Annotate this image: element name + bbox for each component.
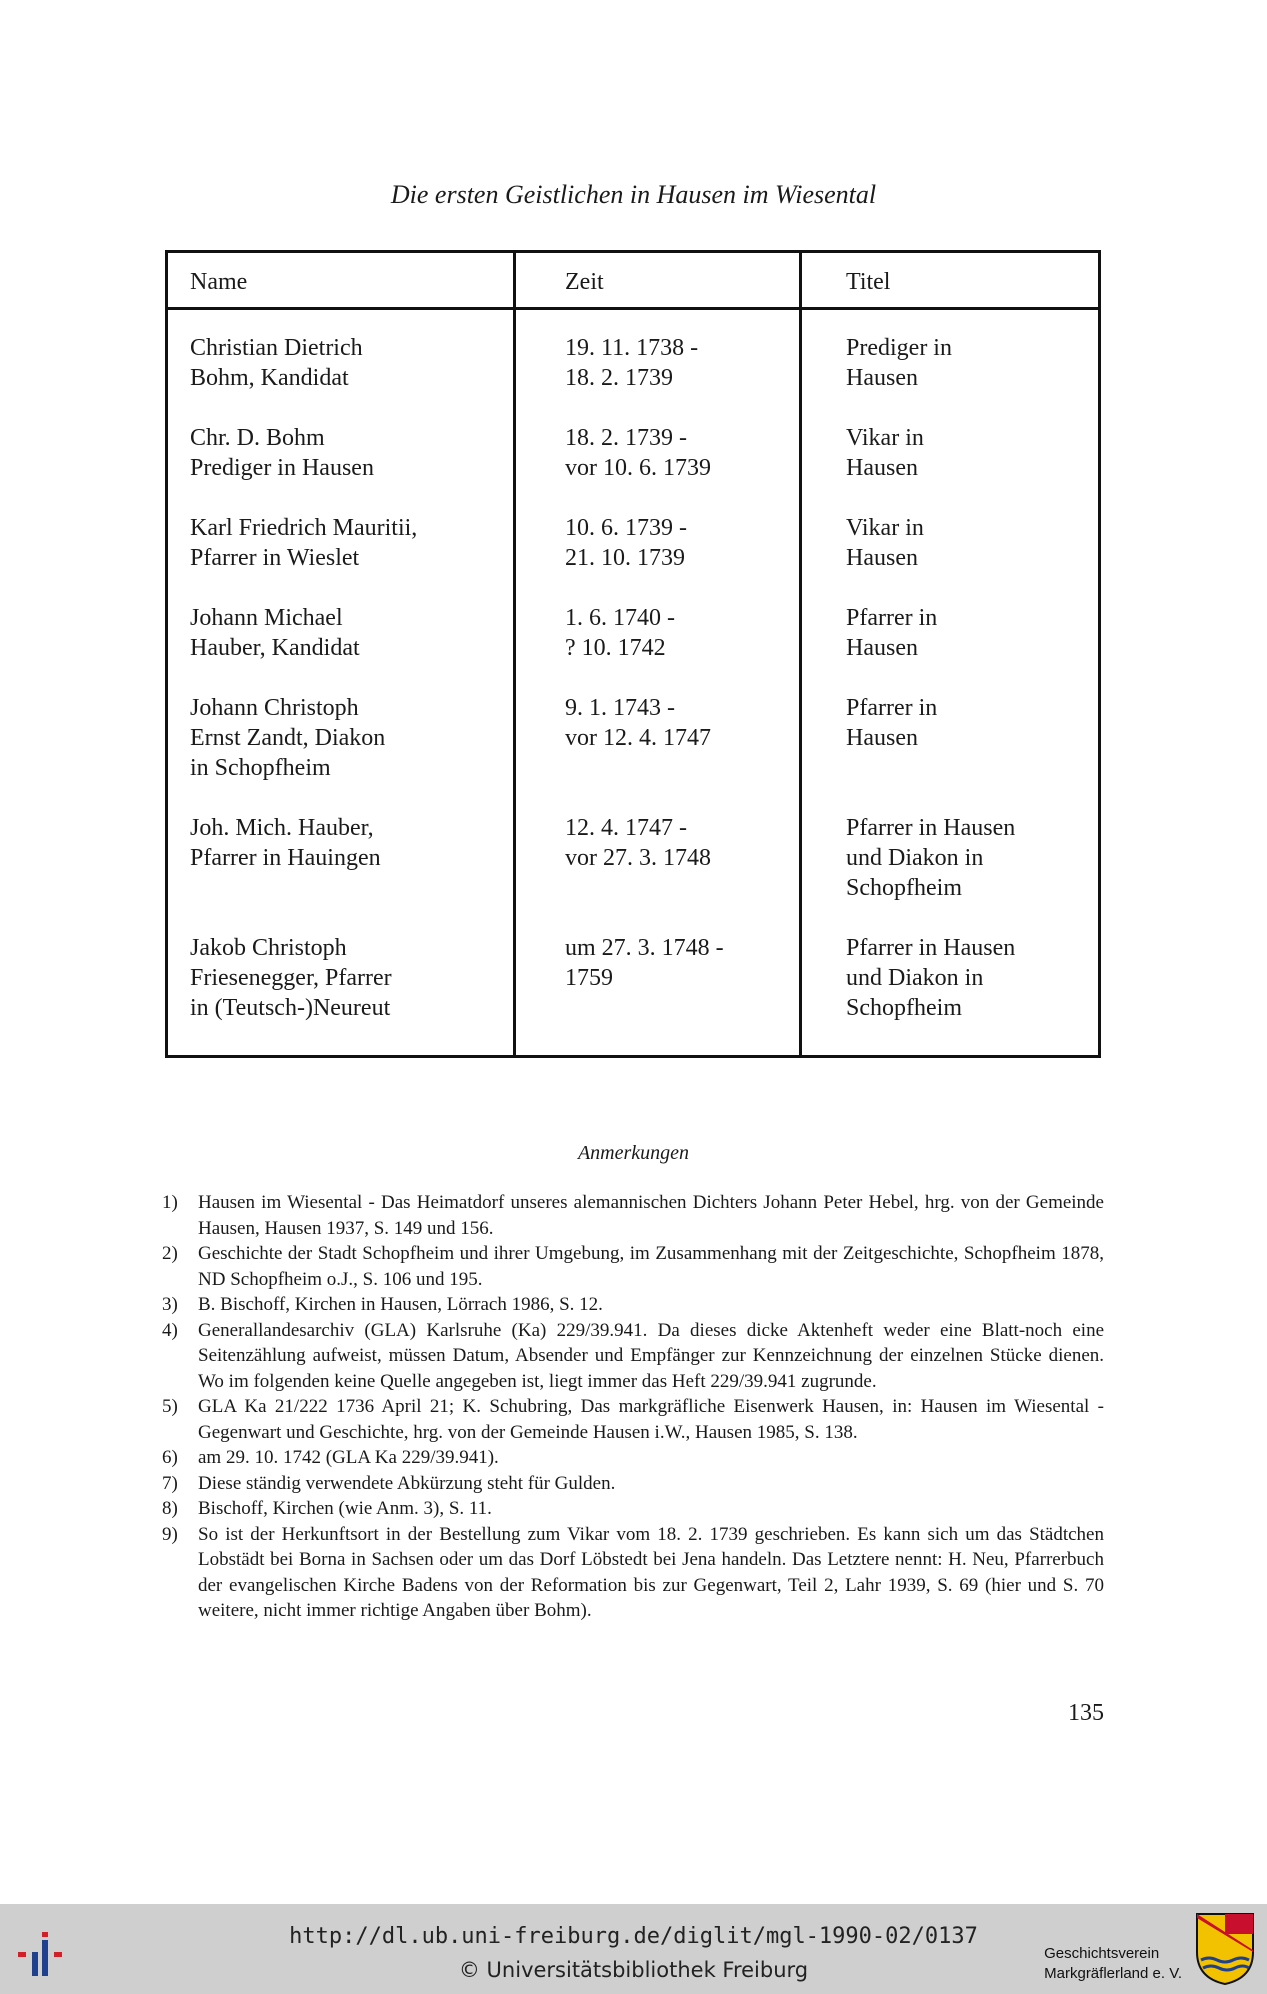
cell-zeit: 12. 4. 1747 - vor 27. 3. 1748 [565, 815, 711, 871]
cell-titel: Vikar in Hausen [846, 515, 924, 571]
note-text: Bischoff, Kirchen (wie Anm. 3), S. 11. [198, 1498, 492, 1519]
note-number: 1) [162, 1192, 178, 1213]
publisher-name [1044, 1944, 1182, 1984]
permalink-url[interactable]: http://dl.ub.uni-freiburg.de/diglit/mgl-1990-02/0137 [289, 1924, 978, 1949]
publisher-line-1: Geschichtsverein [1044, 1945, 1160, 1962]
cell-name: Chr. D. Bohm Prediger in Hausen [190, 425, 374, 481]
header-divider [168, 307, 1098, 310]
note-item [162, 1394, 1104, 1445]
cell-name: Christian Dietrich Bohm, Kandidat [190, 335, 363, 391]
note-item [162, 1496, 1104, 1522]
note-item [162, 1292, 1104, 1318]
cell-zeit: 10. 6. 1739 - 21. 10. 1739 [565, 515, 687, 571]
note-number: 5) [162, 1396, 178, 1417]
note-number: 6) [162, 1447, 178, 1468]
cell-titel: Pfarrer in Hausen [846, 695, 938, 751]
note-number: 2) [162, 1243, 178, 1264]
column-divider [513, 253, 516, 1055]
note-text: So ist der Herkunftsort in der Bestellung zum Vikar vom 18. 2. 1739 geschrieben. Es kann sich um das Städtchen Lobstädt bei Borna in Sachsen oder um das Dorf Löbstedt bei Jena handeln. Das Letztere nennt: H. Neu, Pfarrerbuch der evangelischen Kirche Badens von der Reformation bis zur Gegenwart, Teil 2, Lahr 1939, S. 69 (hier und S. 70 weitere, nicht immer richtige Angaben über Bohm). [198, 1523, 1104, 1621]
cell-name: Jakob Christoph Friesenegger, Pfarrer in (Teutsch-)Neureut [190, 935, 392, 1021]
note-text: Diese ständig verwendete Abkürzung steht für Gulden. [198, 1472, 616, 1494]
note-number: 9) [162, 1523, 178, 1545]
note-text: Generallandesarchiv (GLA) Karlsruhe (Ka) 229/39.941. Da dieses dicke Aktenheft weder eine Blatt-noch eine Seitenzählung aufweist, müssen Datum, Absender und Empfänger zur Kennzeichnung der einzelnen Stücke dienen. Wo im folgenden keine Quelle angegeben ist, liegt immer das Heft 229/39.941 zugrunde. [198, 1319, 1104, 1392]
page-number: 135 [1068, 1700, 1104, 1726]
note-text: GLA Ka 21/222 1736 April 21; K. Schubring, Das markgräfliche Eisenwerk Hausen, in: Hausen im Wiesental - Gegenwart und Geschichte, hrg. von der Gemeinde Hausen i.W., Hausen 1985, S. 138. [198, 1396, 1104, 1443]
cell-name: Karl Friedrich Mauritii, Pfarrer in Wieslet [190, 515, 418, 571]
note-number: 3) [162, 1294, 178, 1315]
note-text: Hausen im Wiesental - Das Heimatdorf unseres alemannischen Dichters Johann Peter Hebel, hrg. von der Gemeinde Hausen, Hausen 1937, S. 149 und 156. [198, 1192, 1104, 1239]
column-header-name: Name [190, 269, 248, 295]
cell-titel: Prediger in Hausen [846, 335, 952, 391]
note-text: B. Bischoff, Kirchen in Hausen, Lörrach 1986, S. 12. [198, 1294, 603, 1315]
note-item [162, 1318, 1104, 1395]
note-number: 4) [162, 1319, 178, 1341]
note-item [162, 1190, 1104, 1241]
column-header-titel: Titel [846, 269, 891, 295]
cell-name: Joh. Mich. Hauber, Pfarrer in Hauingen [190, 815, 381, 871]
notes-title: Anmerkungen [577, 1142, 690, 1164]
notes-list [162, 1190, 1104, 1624]
column-divider [799, 253, 802, 1055]
note-item [162, 1241, 1104, 1292]
cell-titel: Vikar in Hausen [846, 425, 924, 481]
cell-name: Johann Christoph Ernst Zandt, Diakon in Schopfheim [190, 695, 386, 781]
copyright-text: © Universitätsbibliothek Freiburg [458, 1958, 809, 1982]
note-item [162, 1471, 1104, 1497]
footer-bar [0, 1904, 1267, 1994]
cell-name: Johann Michael Hauber, Kandidat [190, 605, 360, 661]
markgraeflerland-crest-icon [1195, 1912, 1255, 1986]
cell-titel: Pfarrer in Hausen [846, 605, 938, 661]
cell-titel: Pfarrer in Hausen und Diakon in Schopfheim [846, 815, 1016, 901]
cell-zeit: 18. 2. 1739 - vor 10. 6. 1739 [565, 425, 711, 481]
cell-zeit: um 27. 3. 1748 - 1759 [565, 935, 724, 991]
cell-zeit: 19. 11. 1738 - 18. 2. 1739 [565, 335, 699, 391]
column-header-zeit: Zeit [565, 269, 604, 295]
publisher-line-2: Markgräflerland e. V. [1044, 1965, 1182, 1982]
page-title: Die ersten Geistlichen in Hausen im Wiesental [390, 180, 877, 209]
cell-titel: Pfarrer in Hausen und Diakon in Schopfheim [846, 935, 1016, 1021]
note-text: Geschichte der Stadt Schopfheim und ihrer Umgebung, im Zusammenhang mit der Zeitgeschichte, Schopfheim 1878, ND Schopfheim o.J., S. 106 und 195. [198, 1243, 1104, 1290]
note-item [162, 1522, 1104, 1624]
cell-zeit: 1. 6. 1740 - ? 10. 1742 [565, 605, 675, 661]
note-number: 8) [162, 1498, 178, 1519]
clergy-table [165, 250, 1101, 1058]
note-text: am 29. 10. 1742 (GLA Ka 229/39.941). [198, 1447, 499, 1468]
note-item [162, 1445, 1104, 1471]
note-number: 7) [162, 1472, 178, 1494]
cell-zeit: 9. 1. 1743 - vor 12. 4. 1747 [565, 695, 711, 751]
